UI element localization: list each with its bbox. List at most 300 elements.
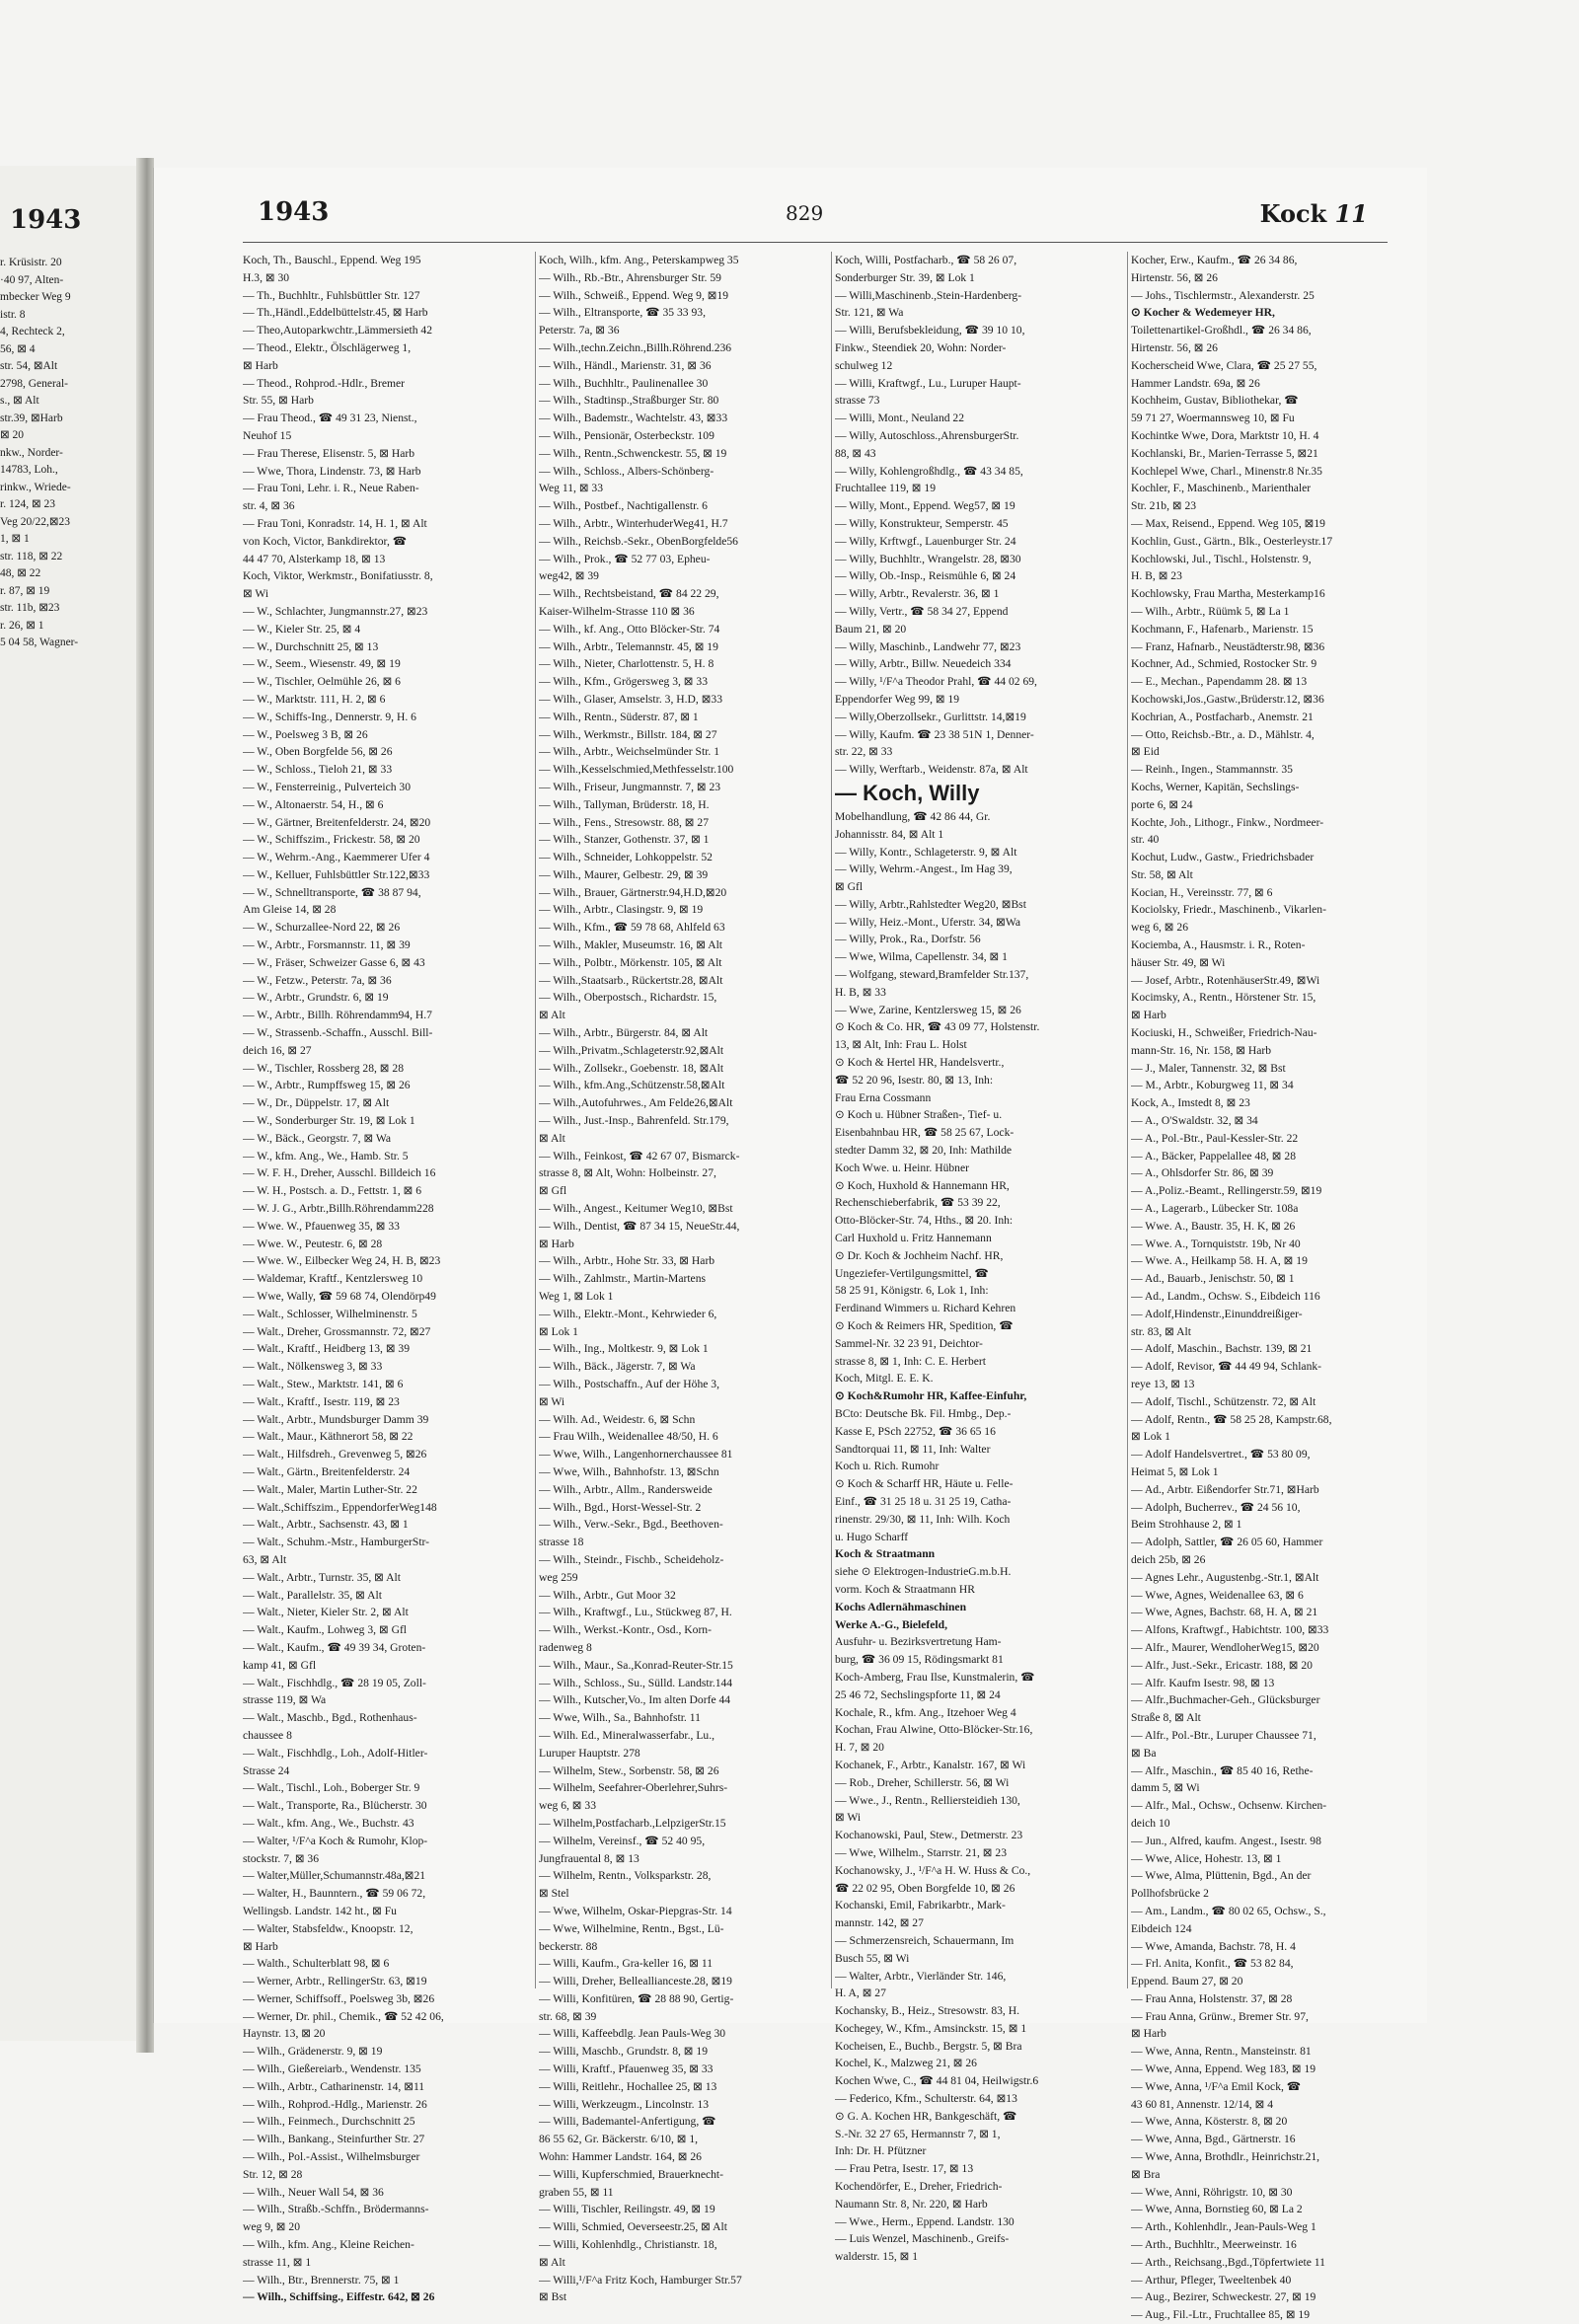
directory-entry-line: — Wilh., Glaser, Amselstr. 3, H.D, ⊠33 (539, 692, 723, 706)
directory-entry-line: — Walt., Hilfsdreh., Grevenweg 5, ⊠26 (243, 1448, 427, 1462)
directory-entry-line: deich 10 (1131, 1816, 1170, 1830)
directory-entry-line: Hirtenstr. 56, ⊠ 26 (1131, 340, 1218, 354)
directory-entry-line: — Wwe, Wilh., Sa., Bahnhofstr. 11 (539, 1711, 701, 1725)
directory-entry-line: — Walt., Arbtr., Sachsenstr. 43, ⊠ 1 (243, 1518, 409, 1532)
directory-entry-line: Koch-Amberg, Frau Ilse, Kunstmalerin, ☎ (835, 1670, 1035, 1684)
directory-entry-line: Kochlepel Wwe, Charl., Minenstr.8 Nr.35 (1131, 464, 1322, 478)
directory-entry-line: — Rob., Dreher, Schillerstr. 56, ⊠ Wi (835, 1775, 1010, 1789)
directory-entry-line: — Willy, Prok., Ra., Dorfstr. 56 (835, 933, 981, 946)
directory-entry-line: Kochmann, F., Hafenarb., Marienstr. 15 (1131, 622, 1314, 636)
directory-entry-line: — Wwe, Anna, ¹/F^a Emil Kock, ☎ (1131, 2079, 1302, 2093)
directory-entry-line: — Wilh., Kfm., Grögersweg 3, ⊠ 33 (539, 675, 709, 689)
directory-entry-line: — Aug., Bezirer, Schweckestr. 27, ⊠ 19 (1131, 2290, 1316, 2304)
directory-entry-line: Hirtenstr. 56, ⊠ 26 (1131, 270, 1218, 284)
directory-entry-line: — E., Mechan., Papendamm 28. ⊠ 13 (1131, 675, 1308, 689)
directory-entry-line: Kochs, Werner, Kapitän, Sechslings- (1131, 780, 1300, 793)
directory-entry-line: — W. J. G., Arbtr.,Billh.Röhrendamm228 (243, 1202, 434, 1216)
left-page-fragment (0, 166, 148, 2041)
directory-entry-line: reye 13, ⊠ 13 (1131, 1378, 1195, 1390)
directory-entry-line: — Wwe, Wilhelm, Oskar-Piepgras-Str. 14 (539, 1904, 732, 1917)
header-year: 1943 (258, 197, 330, 227)
directory-entry-line: — A., Bäcker, Pappelallee 48, ⊠ 28 (1131, 1149, 1297, 1162)
directory-entry-line: Kochlin, Gust., Gärtn., Blk., Oesterleystr.17 (1131, 534, 1333, 548)
directory-entry-line: — W., Durchschnitt 25, ⊠ 13 (243, 639, 379, 653)
directory-entry-line: ⊠ Lok 1 (539, 1324, 578, 1338)
directory-entry-line: 43 60 81, Annenstr. 12/14, ⊠ 4 (1131, 2097, 1274, 2111)
directory-entry-line: — Wilh., Ing., Moltkestr. 9, ⊠ Lok 1 (539, 1342, 709, 1356)
directory-entry-line: — W., Seem., Wiesenstr. 49, ⊠ 19 (243, 657, 401, 671)
directory-entry-line: Kochanowsky, J., ¹/F^a H. W. Huss & Co., (835, 1863, 1031, 1877)
directory-entry-line: ⊠ Stel (539, 1887, 569, 1901)
column-divider (831, 252, 832, 1988)
directory-entry-line: — W., Fensterreinig., Pulverteich 30 (243, 780, 412, 793)
directory-entry-line: — Wwe, Wilh., Langenhornerchaussee 81 (539, 1448, 733, 1462)
directory-entry-line: — Walt., Stew., Marktstr. 141, ⊠ 6 (243, 1378, 404, 1390)
directory-entry-line: — A., Ohlsdorfer Str. 86, ⊠ 39 (1131, 1166, 1274, 1180)
directory-entry-line: Kochale, R., kfm. Ang., Itzehoer Weg 4 (835, 1705, 1016, 1719)
directory-entry-line: — Frau Theod., ☎ 49 31 23, Nienst., (243, 412, 417, 425)
directory-entry-line: ⊠ Harb (1131, 2027, 1166, 2041)
directory-entry-line: — Walt., kfm. Ang., We., Buchstr. 43 (243, 1816, 414, 1830)
directory-entry-line: Haynstr. 13, ⊠ 20 (243, 2027, 326, 2041)
directory-entry-line: — Wilh., Rohprod.-Hdlg., Marienstr. 26 (243, 2097, 427, 2111)
directory-entry-line: Einf., ☎ 31 25 18 u. 31 25 19, Catha- (835, 1494, 1012, 1508)
directory-entry-line: ⊠ Ba (1131, 1746, 1157, 1760)
directory-entry-line: — Wilhelm, Stew., Sorbenstr. 58, ⊠ 26 (539, 1763, 719, 1777)
directory-entry-line: — Wwe, Thora, Lindenstr. 73, ⊠ Harb (243, 464, 421, 478)
left-page-line: mbecker Weg 9 (0, 291, 71, 303)
directory-column-2 (539, 252, 827, 2306)
directory-entry-line: — Willy, Maschinb., Landwehr 77, ⊠23 (835, 639, 1021, 653)
directory-entry-line: — Wilh., Arbtr., Bürgerstr. 84, ⊠ Alt (539, 1026, 709, 1040)
directory-entry-line: — Wilh., Rechtsbeistand, ☎ 84 22 29, (539, 587, 719, 601)
directory-entry-line: graben 55, ⊠ 11 (539, 2185, 614, 2199)
directory-entry-line: — W., Tischler, Oelmühle 26, ⊠ 6 (243, 675, 401, 689)
directory-entry-line: Kochler, F., Maschinenb., Marienthaler (1131, 482, 1312, 495)
directory-entry-line: — Walt., Maur., Käthnerort 58, ⊠ 22 (243, 1430, 414, 1444)
directory-entry-line: — W., Altonaerstr. 54, H., ⊠ 6 (243, 797, 384, 811)
directory-entry-line: — Wilh., Kutscher,Vo., Im alten Dorfe 44 (539, 1693, 731, 1707)
directory-entry-line: — Ad., Arbtr. Eißendorfer Str.71, ⊠Harb (1131, 1482, 1319, 1496)
left-page-line: r. Krüsistr. 20 (0, 257, 62, 268)
directory-entry-line: — W., Schiffs-Ing., Dennerstr. 9, H. 6 (243, 710, 416, 723)
directory-entry-line: — Frau Petra, Isestr. 17, ⊠ 13 (835, 2162, 974, 2176)
directory-entry-line: — Walter, H., Baunntern., ☎ 59 06 72, (243, 1887, 426, 1901)
directory-entry-line: Koch, Wilh., kfm. Ang., Peterskampweg 35 (539, 254, 739, 266)
directory-entry-line: ⊠ Wi (243, 587, 269, 601)
directory-entry-line: — A., O'Swaldstr. 32, ⊠ 34 (1131, 1114, 1258, 1128)
directory-entry-line: — Willi,Maschinenb.,Stein-Hardenberg- (835, 288, 1022, 302)
directory-entry-line: H. B, ⊠ 33 (835, 985, 886, 999)
directory-entry-line: — Wilh., Werkst.-Kontr., Osd., Korn- (539, 1623, 712, 1637)
directory-entry-line: ⊠ Eid (1131, 745, 1160, 759)
directory-entry-line: — Frau Anna, Holstenstr. 37, ⊠ 28 (1131, 1991, 1293, 2005)
directory-entry-line: — Willi, Tischler, Reilingstr. 49, ⊠ 19 (539, 2203, 715, 2216)
directory-entry-line: — Walt.,Schiffszim., EppendorferWeg148 (243, 1500, 437, 1514)
directory-entry-line: Fruchtallee 119, ⊠ 19 (835, 482, 937, 495)
directory-entry-line: — Wwe, Amanda, Bachstr. 78, H. 4 (1131, 1939, 1296, 1953)
directory-entry-line: Finkw., Steendiek 20, Wohn: Norder- (835, 340, 1007, 354)
directory-entry-line: — Wwe, Alma, Plüttenin, Bgd., An der (1131, 1869, 1312, 1883)
directory-entry-line: — Willi, Bademantel-Anfertigung, ☎ (539, 2115, 716, 2129)
directory-entry-line: 63, ⊠ Alt (243, 1552, 287, 1566)
directory-entry-line: — Wolfgang, steward,Bramfelder Str.137, (835, 968, 1029, 982)
directory-entry-line: — Wilh., Händl., Marienstr. 31, ⊠ 36 (539, 358, 712, 372)
directory-entry-line: Kochs Adlernähmaschinen (835, 1600, 967, 1613)
directory-entry-line: — Wilh., Makler, Museumstr. 16, ⊠ Alt (539, 938, 723, 952)
directory-entry-line: ⊙ Kocher & Wedemeyer HR, (1131, 306, 1275, 320)
directory-entry-line: — Willi,¹/F^a Fritz Koch, Hamburger Str.57 (539, 2273, 742, 2287)
directory-entry-line: vorm. Koch & Straatmann HR (835, 1582, 976, 1596)
directory-entry-line: — Willy, Konstrukteur, Semperstr. 45 (835, 516, 1009, 530)
directory-entry-line: Sammel-Nr. 32 23 91, Deichtor- (835, 1336, 983, 1350)
directory-entry-line: Kochte, Joh., Lithogr., Finkw., Nordmeer- (1131, 815, 1324, 829)
directory-entry-line: — Alfr.,Buchmacher-Geh., Glücksburger (1131, 1693, 1320, 1707)
directory-entry-line: — Theod., Rohprod.-Hdlr., Bremer (243, 376, 406, 390)
directory-entry-line: — Wwe, Anna, Bgd., Gärtnerstr. 16 (1131, 2133, 1296, 2146)
directory-entry-line: ⊙ Koch & Reimers HR, Spedition, ☎ (835, 1319, 1014, 1333)
directory-entry-line: — Willy, Heiz.-Mont., Uferstr. 34, ⊠Wa (835, 915, 1020, 929)
directory-entry-line: — W., Fräser, Schweizer Gasse 6, ⊠ 43 (243, 955, 425, 969)
directory-entry-line: — Adolf, Rentn., ☎ 58 25 28, Kampstr.68, (1131, 1412, 1332, 1426)
directory-entry-line: — Willy, Vertr., ☎ 58 34 27, Eppend (835, 604, 1009, 618)
directory-entry-line: — Willy, Arbtr., Billw. Neuedeich 334 (835, 657, 1012, 671)
directory-entry-line: Eisenbahnbau HR, ☎ 58 25 67, Lock- (835, 1126, 1015, 1140)
directory-entry-line: — Franz, Hafnarb., Neustädterstr.98, ⊠36 (1131, 639, 1325, 653)
directory-entry-line: Johannisstr. 84, ⊠ Alt 1 (835, 827, 944, 841)
directory-entry-line: 86 55 62, Gr. Bäckerstr. 6/10, ⊠ 1, (539, 2133, 699, 2146)
directory-entry-line: — Wilh., Eltransporte, ☎ 35 33 93, (539, 306, 706, 320)
directory-entry-line: ⊙ Koch, Huxhold & Hannemann HR, (835, 1178, 1010, 1192)
directory-entry-line: Ferdinand Wimmers u. Richard Kehren (835, 1302, 1016, 1315)
directory-entry-line: — Walter, ¹/F^a Koch & Rumohr, Klop- (243, 1834, 428, 1847)
directory-entry-line: Kociuski, H., Schweißer, Friedrich-Nau- (1131, 1026, 1317, 1040)
directory-entry-line: Kochen Wwe, C., ☎ 44 81 04, Heilwigstr.6 (835, 2074, 1039, 2088)
directory-entry-line: — Wilh., Arbtr., Weichselmünder Str. 1 (539, 745, 720, 759)
directory-entry-line: kamp 41, ⊠ Gfl (243, 1658, 317, 1672)
directory-entry-line: 59 71 27, Woermannsweg 10, ⊠ Fu (1131, 412, 1295, 425)
directory-entry-line: weg42, ⊠ 39 (539, 569, 599, 583)
directory-entry-line: — Koch, Willy (835, 780, 980, 805)
directory-entry-line: mann-Str. 16, Nr. 158, ⊠ Harb (1131, 1043, 1272, 1057)
directory-entry-line: — W., Bäck., Georgstr. 7, ⊠ Wa (243, 1131, 392, 1145)
directory-entry-line: strasse 8, ⊠ Alt, Wohn: Holbeinstr. 27, (539, 1166, 716, 1180)
running-head-number: 11 (1334, 199, 1368, 228)
directory-entry-line: — W., Schnelltransporte, ☎ 38 87 94, (243, 885, 421, 899)
directory-entry-line: stedter Damm 32, ⊠ 20, Inh: Mathilde (835, 1144, 1013, 1158)
directory-entry-line: ⊠ Bra (1131, 2167, 1161, 2181)
left-page-line: ⊠ 20 (0, 429, 25, 441)
directory-entry-line: Ungeziefer-Vertilgungsmittel, ☎ (835, 1266, 989, 1280)
directory-entry-line: — Willy, Kaufm. ☎ 23 38 51N 1, Denner- (835, 727, 1034, 741)
directory-entry-line: — Alfr., Pol.-Btr., Luruper Chaussee 71, (1131, 1728, 1316, 1742)
directory-entry-line: — W., Oben Borgfelde 56, ⊠ 26 (243, 745, 393, 759)
directory-entry-line: — Alfr., Just.-Sekr., Ericastr. 188, ⊠ 20 (1131, 1658, 1313, 1672)
left-page-line: ·40 97, Alten- (0, 273, 64, 286)
directory-entry-line: — Josef, Arbtr., RotenhäuserStr.49, ⊠Wi (1131, 973, 1320, 987)
directory-entry-line: — Aug., Fil.-Ltr., Fruchtallee 85, ⊠ 19 (1131, 2308, 1311, 2322)
directory-entry-line: — Wilh., Dentist, ☎ 87 34 15, NeueStr.44, (539, 1219, 740, 1233)
directory-entry-line: häuser Str. 49, ⊠ Wi (1131, 955, 1226, 969)
directory-entry-line: — Wilh. Ad., Weidestr. 6, ⊠ Schn (539, 1412, 696, 1426)
directory-entry-line: ⊙ Koch u. Hübner Straßen-, Tief- u. (835, 1108, 1003, 1122)
directory-entry-line: Kocherscheid Wwe, Clara, ☎ 25 27 55, (1131, 358, 1317, 372)
directory-entry-line: — Theod., Elektr., Ölschlägerweg 1, (243, 340, 412, 354)
directory-column-3 (835, 252, 1123, 2266)
directory-entry-line: — Arth., Reichsang.,Bgd.,Töpfertwiete 11 (1131, 2255, 1325, 2269)
directory-entry-line: weg 6, ⊠ 26 (1131, 921, 1189, 935)
directory-entry-line: Ausfuhr- u. Bezirksvertretung Ham- (835, 1635, 1002, 1649)
directory-entry-line: rinenstr. 29/30, ⊠ 11, Inh: Wilh. Koch (835, 1512, 1011, 1526)
directory-entry-line: — Arth., Buchhltr., Meerweinstr. 16 (1131, 2238, 1297, 2252)
directory-entry-line: — Wilh., Nieter, Charlottenstr. 5, H. 8 (539, 657, 714, 671)
directory-entry-line: Koch, Willi, Postfacharb., ☎ 58 26 07, (835, 254, 1017, 266)
directory-entry-line: — Ad., Landm., Ochsw. S., Eibdeich 116 (1131, 1290, 1320, 1304)
directory-entry-line: — W., Arbtr., Rumpffsweg 15, ⊠ 26 (243, 1079, 411, 1092)
directory-entry-line: Sandtorquai 11, ⊠ 11, Inh: Walter (835, 1442, 991, 1456)
directory-entry-line: radenweg 8 (539, 1640, 592, 1654)
directory-entry-line: — A.,Poliz.-Beamt., Rellingerstr.59, ⊠19 (1131, 1184, 1322, 1198)
directory-entry-line: — Alfr., Maschin., ☎ 85 40 16, Rethe- (1131, 1763, 1314, 1777)
directory-entry-line: Pollhofsbrücke 2 (1131, 1887, 1209, 1901)
directory-entry-line: — M., Arbtr., Koburgweg 11, ⊠ 34 (1131, 1079, 1294, 1092)
directory-entry-line: — Walt., Gärtn., Breitenfelderstr. 24 (243, 1464, 411, 1478)
directory-entry-line: ⊠ Harb (243, 1939, 278, 1953)
left-page-line: r. 124, ⊠ 23 (0, 498, 55, 510)
directory-entry-line: — Wilh., Pol.-Assist., Wilhelmsburger (243, 2150, 420, 2164)
directory-entry-line: Hammer Landstr. 69a, ⊠ 26 (1131, 376, 1260, 390)
directory-column-4 (1131, 252, 1419, 2324)
directory-entry-line: Str. 55, ⊠ Harb (243, 394, 314, 408)
directory-entry-line: — Willi, Mont., Neuland 22 (835, 412, 965, 425)
directory-entry-line: — W., Dr., Düppelstr. 17, ⊠ Alt (243, 1096, 390, 1110)
directory-entry-line: ⊠ Harb (243, 358, 278, 372)
directory-entry-line: — Wwe, Alice, Hohestr. 13, ⊠ 1 (1131, 1851, 1282, 1865)
directory-entry-line: — Wilh., Neuer Wall 54, ⊠ 36 (243, 2185, 384, 2199)
directory-entry-line: Koch & Straatmann (835, 1547, 936, 1561)
directory-entry-line: — Th., Buchhltr., Fuhlsbüttler Str. 127 (243, 288, 420, 302)
directory-entry-line: mannstr. 142, ⊠ 27 (835, 1916, 924, 1930)
directory-entry-line: — Walth., Schulterblatt 98, ⊠ 6 (243, 1957, 390, 1971)
directory-entry-line: ⊙ Koch & Scharff HR, Häute u. Felle- (835, 1477, 1014, 1491)
directory-entry-line: — Walt., Parallelstr. 35, ⊠ Alt (243, 1588, 382, 1602)
directory-entry-line: ⊠ Alt (539, 2255, 565, 2269)
directory-entry-line: Wohn: Hammer Landstr. 164, ⊠ 26 (539, 2150, 702, 2164)
directory-entry-line: — Walt., Kaufm., ☎ 49 39 34, Groten- (243, 1640, 426, 1654)
directory-entry-line: Kociemba, A., Hausmstr. i. R., Roten- (1131, 938, 1306, 952)
directory-entry-line: — Max, Reisend., Eppend. Weg 105, ⊠19 (1131, 516, 1325, 530)
directory-entry-line: — Willy, Kontr., Schlageterstr. 9, ⊠ Alt (835, 845, 1017, 859)
directory-entry-line: Peterstr. 7a, ⊠ 36 (539, 324, 620, 337)
directory-entry-line: strasse 119, ⊠ Wa (243, 1693, 327, 1707)
directory-entry-line: beckerstr. 88 (539, 1939, 598, 1953)
directory-entry-line: str. 4, ⊠ 36 (243, 499, 295, 513)
directory-entry-line: — Walt., Kaufm., Lohweg 3, ⊠ Gfl (243, 1623, 408, 1637)
directory-entry-line: — Luis Wenzel, Maschinenb., Greifs- (835, 2232, 1010, 2246)
directory-entry-line: — Wwe, Wilh., Bahnhofstr. 13, ⊠Schn (539, 1464, 719, 1478)
directory-entry-line: — Wilh., Feinkost, ☎ 42 67 07, Bismarck- (539, 1149, 740, 1162)
directory-entry-line: — Walt., Fischhdlg., Loh., Adolf-Hitler- (243, 1746, 428, 1760)
directory-entry-line: Sonderburger Str. 39, ⊠ Lok 1 (835, 270, 975, 284)
directory-entry-line: — Walt., Schuhm.-Mstr., HamburgerStr- (243, 1536, 430, 1549)
page-number: 829 (786, 201, 824, 225)
left-page-line: 56, ⊠ 4 (0, 342, 36, 355)
left-page-line: Veg 20/22,⊠23 (0, 515, 70, 528)
directory-entry-line: Kocian, H., Vereinsstr. 77, ⊠ 6 (1131, 885, 1273, 899)
directory-entry-line: Kochner, Ad., Schmied, Rostocker Str. 9 (1131, 657, 1317, 671)
directory-entry-line: — Wwe, Anna, Bornstieg 60, ⊠ La 2 (1131, 2203, 1303, 2216)
directory-entry-line: Mobelhandlung, ☎ 42 86 44, Gr. (835, 809, 991, 823)
directory-entry-line: 13, ⊠ Alt, Inh: Frau L. Holst (835, 1038, 967, 1052)
directory-entry-line: — Wilh., Maurer, Gelbestr. 29, ⊠ 39 (539, 867, 709, 881)
directory-entry-line: — Walt., Fischhdlg., ☎ 28 19 05, Zoll- (243, 1676, 426, 1689)
directory-entry-line: — Wwe. A., Tornquiststr. 19b, Nr 40 (1131, 1237, 1301, 1250)
directory-entry-line: deich 16, ⊠ 27 (243, 1043, 312, 1057)
directory-entry-line: — W., Arbtr., Forsmannstr. 11, ⊠ 39 (243, 938, 411, 952)
directory-entry-line: Werke A.-G., Bielefeld, (835, 1617, 947, 1631)
directory-entry-line: — Agnes Lehr., Augustenbg.-Str.1, ⊠Alt (1131, 1570, 1319, 1584)
directory-entry-line: — Adolf, Tischl., Schützenstr. 72, ⊠ Alt (1131, 1394, 1316, 1408)
left-page-lines (0, 255, 138, 652)
directory-entry-line: Kocimsky, A., Rentn., Hörstener Str. 15, (1131, 991, 1316, 1005)
directory-entry-line: — Willi, Kraftf., Pfauenweg 35, ⊠ 33 (539, 2062, 714, 2076)
directory-entry-line: Frau Erna Cossmann (835, 1090, 932, 1104)
left-page-year: 1943 (10, 205, 82, 235)
directory-entry-line: — Wilh.,Autofuhrwes., Am Felde26,⊠Alt (539, 1096, 733, 1110)
directory-entry-line: — Wilh., Pensionär, Osterbeckstr. 109 (539, 428, 714, 442)
directory-entry-line: strasse 18 (539, 1536, 584, 1549)
directory-entry-line: — A., Pol.-Btr., Paul-Kessler-Str. 22 (1131, 1131, 1299, 1145)
column-divider (535, 252, 536, 1988)
directory-entry-line: ⊠ Wi (835, 1811, 862, 1825)
directory-entry-line: — Walt., Arbtr., Turnstr. 35, ⊠ Alt (243, 1570, 401, 1584)
directory-entry-line: Str. 121, ⊠ Wa (835, 306, 904, 320)
directory-entry-line: — Wilh., Kraftwgf., Lu., Stückweg 87, H. (539, 1606, 732, 1619)
directory-entry-line: — Wilh., Tallyman, Brüderstr. 18, H. (539, 797, 710, 811)
directory-entry-line: ⊙ Koch & Co. HR, ☎ 43 09 77, Holstenstr. (835, 1020, 1040, 1034)
directory-entry-line: Str. 21b, ⊠ 23 (1131, 499, 1197, 513)
directory-entry-line: — W., Sonderburger Str. 19, ⊠ Lok 1 (243, 1114, 415, 1128)
directory-entry-line: Busch 55, ⊠ Wi (835, 1951, 910, 1965)
directory-entry-line: ⊙ G. A. Kochen HR, Bankgeschäft, ☎ (835, 2109, 1017, 2123)
directory-entry-line: — Werner, Schiffsoff., Poelsweg 3b, ⊠26 (243, 1991, 435, 2005)
directory-entry-line: Koch, Mitgl. E. E. K. (835, 1372, 934, 1386)
directory-entry-line: Straße 8, ⊠ Alt (1131, 1711, 1201, 1725)
directory-entry-line: — Willy, Buchhltr., Wrangelstr. 28, ⊠30 (835, 552, 1021, 565)
directory-entry-line: — Frau Anna, Grünw., Bremer Str. 97, (1131, 2009, 1309, 2023)
directory-entry-line: ⊠ Lok 1 (1131, 1430, 1170, 1444)
directory-entry-line: — Walter,Müller,Schumannstr.48a,⊠21 (243, 1869, 426, 1883)
directory-entry-line: Beim Strohhause 2, ⊠ 1 (1131, 1518, 1242, 1532)
directory-entry-line: — Wilh., Stanzer, Gothenstr. 37, ⊠ 1 (539, 833, 710, 847)
directory-entry-line: — Wwe. A., Heilkamp 58. H. A, ⊠ 19 (1131, 1254, 1308, 1268)
directory-entry-line: Kock, A., Imstedt 8, ⊠ 23 (1131, 1096, 1250, 1110)
directory-entry-line: — Wwe., Herm., Eppend. Landstr. 130 (835, 2214, 1015, 2228)
directory-entry-line: Eppendorfer Weg 99, ⊠ 19 (835, 692, 960, 706)
directory-entry-line: — Reinh., Ingen., Stammannstr. 35 (1131, 763, 1293, 777)
left-page-line: s., ⊠ Alt (0, 395, 39, 407)
directory-entry-line: Wellingsb. Landstr. 142 ht., ⊠ Fu (243, 1904, 397, 1917)
directory-entry-line: Strasse 24 (243, 1763, 290, 1777)
directory-entry-line: — Otto, Reichsb.-Btr., a. D., Mählstr. 4, (1131, 727, 1315, 741)
directory-entry-line: — Wilh., Arbtr., WinterhuderWeg41, H.7 (539, 516, 728, 530)
directory-entry-line: — Adolf, Revisor, ☎ 44 49 94, Schlank- (1131, 1360, 1322, 1374)
directory-entry-line: — Wilh., Rentn., Süderstr. 87, ⊠ 1 (539, 710, 699, 723)
directory-entry-line: — Alfr. Kaufm Isestr. 98, ⊠ 13 (1131, 1676, 1275, 1689)
directory-entry-line: — A., Lagerarb., Lübecker Str. 108a (1131, 1202, 1299, 1216)
directory-entry-line: — Willi, Reitlehr., Hochallee 25, ⊠ 13 (539, 2079, 717, 2093)
directory-entry-line: — Frau Therese, Elisenstr. 5, ⊠ Harb (243, 446, 415, 460)
directory-entry-line: — Wilh., Brauer, Gärtnerstr.94,H.D,⊠20 (539, 885, 727, 899)
directory-entry-line: — Frl. Anita, Konfit., ☎ 53 82 84, (1131, 1957, 1294, 1971)
directory-entry-line: — W., Arbtr., Grundstr. 6, ⊠ 19 (243, 991, 389, 1005)
directory-entry-line: Baum 21, ⊠ 20 (835, 622, 907, 636)
book-gutter (136, 158, 154, 2053)
directory-entry-line: Toilettenartikel-Großhdl., ☎ 26 34 86, (1131, 324, 1312, 337)
directory-entry-line: — Willy, Kohlengroßhdlg., ☎ 43 34 85, (835, 464, 1023, 478)
directory-entry-line: — Ad., Bauarb., Jenischstr. 50, ⊠ 1 (1131, 1272, 1295, 1286)
directory-entry-line: — Wwe. W., Pfauenweg 35, ⊠ 33 (243, 1219, 400, 1233)
directory-entry-line: — Wwe, Zarine, Kentzlersweg 15, ⊠ 26 (835, 1003, 1021, 1016)
directory-entry-line: — Willi, Maschb., Grundstr. 8, ⊠ 19 (539, 2045, 709, 2059)
directory-entry-line: — Willy, Krftwgf., Lauenburger Str. 24 (835, 534, 1016, 548)
directory-entry-line: — Willy,Oberzollsekr., Gurlittstr. 14,⊠19 (835, 710, 1026, 723)
directory-entry-line: — Walt., Kraftf., Isestr. 119, ⊠ 23 (243, 1394, 400, 1408)
directory-entry-line: — Am., Landm., ☎ 80 02 65, Ochsw., S., (1131, 1904, 1326, 1917)
directory-entry-line: — Theo,Autoparkwchtr.,Lämmersieth 42 (243, 324, 433, 337)
directory-entry-line: — Wilh., kfm. Ang., Kleine Reichen- (243, 2238, 414, 2252)
directory-entry-line: — Willy, Arbtr.,Rahlstedter Weg20, ⊠Bst (835, 897, 1026, 911)
directory-entry-line: — Arth., Kohlenhdlr., Jean-Pauls-Weg 1 (1131, 2220, 1316, 2234)
directory-entry-line: — Willi, Kohlenhdlg., Christianstr. 18, (539, 2238, 717, 2252)
directory-entry-line: — Wilh., Werkmstr., Billstr. 184, ⊠ 27 (539, 727, 717, 741)
directory-entry-line: — Walt., Nölkensweg 3, ⊠ 33 (243, 1360, 383, 1374)
directory-entry-line: — Walt., Maschb., Bgd., Rothenhaus- (243, 1711, 417, 1725)
left-page-line: r. 26, ⊠ 1 (0, 619, 44, 632)
directory-entry-line: — Wilh., Schloss., Albers-Schönberg- (539, 464, 714, 478)
directory-entry-line: ⊠ Gfl (835, 880, 864, 894)
directory-entry-line: ⊠ Gfl (539, 1184, 567, 1198)
directory-entry-line: strasse 73 (835, 394, 880, 408)
directory-entry-line: — Wilh., Bgd., Horst-Wessel-Str. 2 (539, 1500, 702, 1514)
directory-entry-line: 88, ⊠ 43 (835, 446, 876, 460)
directory-entry-line: — W., Kieler Str. 25, ⊠ 4 (243, 622, 361, 636)
left-page-line: 2798, General- (0, 377, 68, 390)
directory-entry-line: ⊠ Harb (1131, 1009, 1166, 1022)
directory-entry-line: — Wilh. Ed., Mineralwasserfabr., Lu., (539, 1728, 715, 1742)
directory-entry-line: — Willi, Konfitüren, ☎ 28 88 90, Gertig- (539, 1991, 734, 2005)
directory-entry-line: — W., Schlachter, Jungmannstr.27, ⊠23 (243, 604, 428, 618)
directory-entry-line: — W., Wehrm.-Ang., Kaemmerer Ufer 4 (243, 851, 430, 864)
directory-entry-line: — Alfr., Maurer, WendloherWeg15, ⊠20 (1131, 1640, 1319, 1654)
directory-entry-line: porte 6, ⊠ 24 (1131, 797, 1193, 811)
directory-entry-line: ⊠ Harb (539, 1237, 574, 1250)
directory-entry-line: stockstr. 7, ⊠ 36 (243, 1851, 320, 1865)
directory-entry-line: weg 259 (539, 1570, 578, 1584)
directory-entry-line: Kochheim, Gustav, Bibliothekar, ☎ (1131, 394, 1299, 408)
directory-entry-line: — Wwe. W., Eilbecker Weg 24, H. B, ⊠23 (243, 1254, 441, 1268)
directory-entry-line: — Wilh., Postbef., Nachtigallenstr. 6 (539, 499, 708, 513)
directory-entry-line: — Wilh., Just.-Insp., Bahrenfeld. Str.179, (539, 1114, 729, 1128)
directory-entry-line: — Willi, Berufsbekleidung, ☎ 39 10 10, (835, 324, 1025, 337)
directory-entry-line: ☎ 22 02 95, Oben Borgfelde 10, ⊠ 26 (835, 1881, 1015, 1895)
directory-entry-line: — Adolf, Maschin., Bachstr. 139, ⊠ 21 (1131, 1342, 1313, 1356)
directory-entry-line: — Willy, ¹/F^a Theodor Prahl, ☎ 44 02 69, (835, 675, 1037, 689)
directory-entry-line: — Walt., Dreher, Grossmannstr. 72, ⊠27 (243, 1324, 431, 1338)
directory-entry-line: — Wilh., Gießereiarb., Wendenstr. 135 (243, 2062, 421, 2076)
directory-entry-line: — Adolf,Hindenstr.,Einunddreißiger- (1131, 1307, 1303, 1320)
directory-entry-line: — Wilh., Schneider, Lohkoppelstr. 52 (539, 851, 713, 864)
